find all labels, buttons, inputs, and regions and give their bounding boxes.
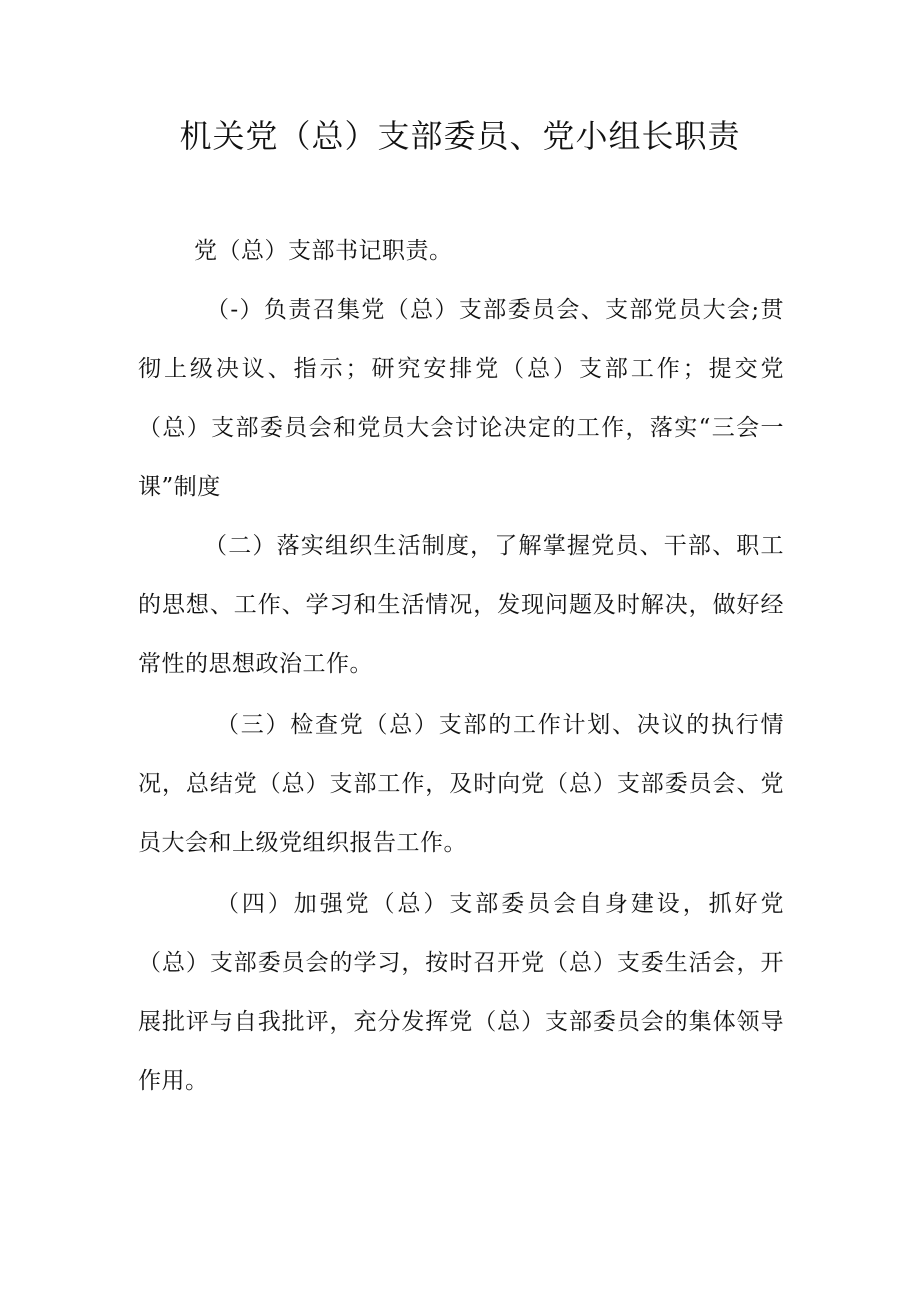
duty-paragraph-4: （四）加强党（总）支部委员会自身建设，抓好党（总）支部委员会的学习，按时召开党（总）支委生活会，开展批评与自我批评，充分发挥党（总）支部委员会的集体领导作用。 — [138, 891, 784, 1094]
document-title: 机关党（总）支部委员、党小组长职责 — [179, 117, 741, 155]
duty-paragraph-3: （三）检查党（总）支部的工作计划、决议的执行情况，总结党（总）支部工作，及时向党（总）支部委员会、党员大会和上级党组织报告工作。 — [138, 712, 784, 856]
duty-paragraph-2: （二）落实组织生活制度，了解掌握党员、干部、职工的思想、工作、学习和生活情况，发现问题及时解决，做好经常性的思想政治工作。 — [138, 533, 784, 677]
section-heading: 党（总）支部书记职责。 — [194, 238, 453, 264]
document-body — [138, 222, 784, 1111]
duty-paragraph-1: （-）负责召集党（总）支部委员会、支部党员大会;贯彻上级决议、指示；研究安排党（总）支部工作；提交党（总）支部委员会和党员大会讨论决定的工作，落实“三会一课”制度 — [138, 297, 784, 500]
